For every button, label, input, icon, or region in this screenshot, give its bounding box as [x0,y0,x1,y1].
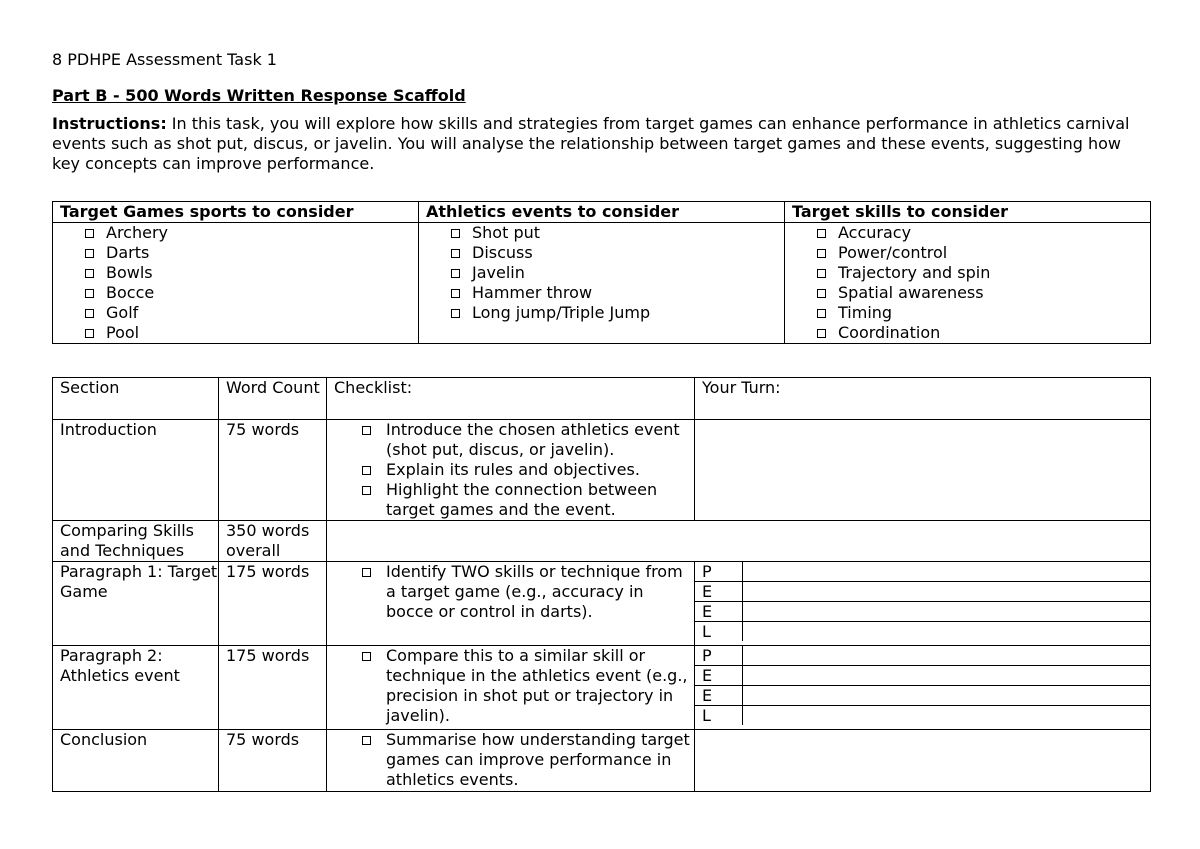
checklist-item: Identify TWO skills or technique from a target game (e.g., accuracy in bocce or control in darts). [362,562,694,622]
table-row [53,420,1151,521]
checkbox-icon[interactable] [817,229,826,238]
option-item: Coordination [817,323,1150,343]
table-row [53,562,1151,646]
checkbox-icon[interactable] [362,486,371,495]
checklist-cell [327,420,695,521]
option-item: Spatial awareness [817,283,1150,303]
checkbox-icon[interactable] [817,289,826,298]
table-row [53,646,1151,730]
target-skills-list [785,223,1151,344]
option-item: Pool [85,323,418,343]
option-item: Hammer throw [451,283,784,303]
checkbox-icon[interactable] [85,269,94,278]
checklist-cell [327,730,695,792]
peel-letter: L [695,706,743,726]
peel-letter: E [695,666,743,686]
peel-letter: P [695,646,743,666]
peel-letter: E [695,686,743,706]
scaffold-table [52,377,1151,792]
option-item: Bowls [85,263,418,283]
table-row [53,521,1151,562]
word-count-cell: 75 words [219,420,327,521]
course-title: 8 PDHPE Assessment Task 1 [52,50,277,69]
checklist-item: Highlight the connection between target games and the event. [362,480,694,520]
options-table [52,201,1151,344]
option-item: Trajectory and spin [817,263,1150,283]
option-item: Archery [85,223,418,243]
checkbox-icon[interactable] [362,736,371,745]
checklist-cell [327,562,695,646]
checkbox-icon[interactable] [817,269,826,278]
instructions [52,114,1150,174]
checklist-item: Explain its rules and objectives. [362,460,694,480]
peel-input[interactable] [743,602,1151,622]
checklist-cell [327,646,695,730]
checkbox-icon[interactable] [362,426,371,435]
checkbox-icon[interactable] [362,466,371,475]
option-item: Javelin [451,263,784,283]
checklist-item: Compare this to a similar skill or technique in the athletics event (e.g., precision in shot put or trajectory in javelin). [362,646,694,726]
peel-input[interactable] [743,686,1151,706]
peel-grid [695,562,1151,646]
checkbox-icon[interactable] [451,289,460,298]
heading-target-skills: Target skills to consider [785,202,1151,223]
checkbox-icon[interactable] [451,309,460,318]
checkbox-icon[interactable] [817,249,826,258]
word-count-cell: 350 words overall [219,521,327,562]
part-title: Part B - 500 Words Written Response Scaffold [52,86,466,105]
instructions-label: Instructions: [52,114,167,133]
section-cell: Introduction [53,420,219,521]
option-item: Golf [85,303,418,323]
checkbox-icon[interactable] [451,229,460,238]
checkbox-icon[interactable] [85,249,94,258]
checkbox-icon[interactable] [85,329,94,338]
section-cell: Paragraph 2: Athletics event [53,646,219,730]
empty-merged-cell [327,521,1151,562]
target-games-list [53,223,419,344]
option-item: Power/control [817,243,1150,263]
word-count-cell: 175 words [219,646,327,730]
option-item: Darts [85,243,418,263]
header-word-count: Word Count [219,378,327,420]
checkbox-icon[interactable] [451,249,460,258]
peel-input[interactable] [743,622,1151,642]
word-count-cell: 175 words [219,562,327,646]
word-count-cell: 75 words [219,730,327,792]
checkbox-icon[interactable] [85,309,94,318]
option-item: Long jump/Triple Jump [451,303,784,323]
athletics-events-list [419,223,785,344]
your-turn-input[interactable] [695,420,1151,521]
peel-letter: E [695,582,743,602]
peel-input[interactable] [743,562,1151,582]
checkbox-icon[interactable] [362,568,371,577]
peel-letter: E [695,602,743,622]
header-checklist: Checklist: [327,378,695,420]
peel-grid [695,646,1151,730]
option-item: Discuss [451,243,784,263]
peel-letter: P [695,562,743,582]
table-row [53,730,1151,792]
your-turn-input[interactable] [695,730,1151,792]
heading-athletics-events: Athletics events to consider [419,202,785,223]
option-item: Timing [817,303,1150,323]
peel-input[interactable] [743,646,1151,666]
section-cell: Comparing Skills and Techniques [53,521,219,562]
checkbox-icon[interactable] [817,309,826,318]
checkbox-icon[interactable] [451,269,460,278]
checklist-item: Introduce the chosen athletics event (shot put, discus, or javelin). [362,420,694,460]
peel-input[interactable] [743,706,1151,726]
checkbox-icon[interactable] [817,329,826,338]
checklist-item: Summarise how understanding target games can improve performance in athletics events. [362,730,694,790]
option-item: Accuracy [817,223,1150,243]
header-your-turn: Your Turn: [695,378,1151,420]
peel-input[interactable] [743,666,1151,686]
document-header [52,50,1150,174]
header-section: Section [53,378,219,420]
section-cell: Conclusion [53,730,219,792]
option-item: Bocce [85,283,418,303]
checkbox-icon[interactable] [362,652,371,661]
option-item: Shot put [451,223,784,243]
checkbox-icon[interactable] [85,229,94,238]
section-cell: Paragraph 1: Target Game [53,562,219,646]
heading-target-games: Target Games sports to consider [53,202,419,223]
instructions-text: In this task, you will explore how skills and strategies from target games can enhance performance in athletics carnival events such as shot put, discus, or javelin. You will analyse the relationship between target games and these events, suggesting how key concepts can improve performance. [52,114,1130,173]
peel-input[interactable] [743,582,1151,602]
peel-letter: L [695,622,743,642]
checkbox-icon[interactable] [85,289,94,298]
